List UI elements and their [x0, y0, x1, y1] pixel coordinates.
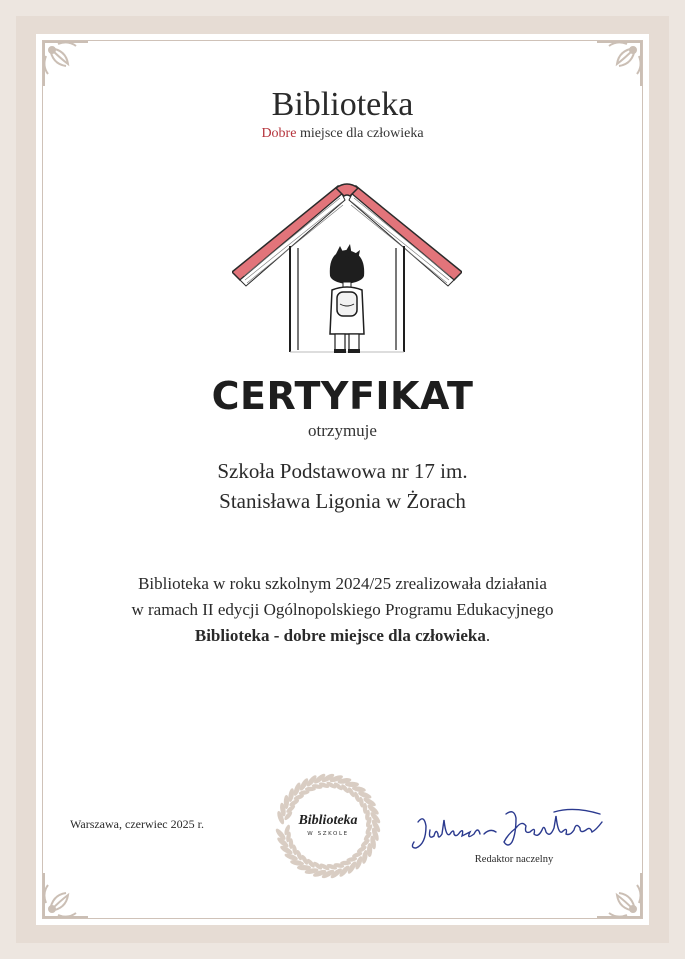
brand-tagline [36, 126, 649, 142]
seal-logo [269, 767, 387, 885]
certificate-title: CERTYFIKAT [211, 374, 474, 418]
body-line-2: w ramach II edycji Ogólnopolskiego Programu Edukacyjnego [131, 600, 554, 619]
book-roof-house-icon [232, 164, 462, 354]
signatory-role: Redaktor naczelny [474, 854, 554, 865]
seal-subtitle: W SZKOLE [307, 831, 349, 837]
recipient-line-2: Stanisława Ligonia w Żorach [219, 489, 466, 513]
brand-title: Biblioteka [271, 86, 414, 123]
certificate-body [56, 571, 629, 649]
corner-ornament-icon [38, 36, 94, 92]
corner-ornament-icon [38, 867, 94, 923]
body-period: . [485, 626, 491, 645]
brand-tagline-rest: miejsce dla człowieka [296, 126, 424, 141]
corner-ornament-icon [591, 36, 647, 92]
signature [404, 804, 610, 856]
certificate-sheet [36, 34, 649, 925]
seal-title: Biblioteka [298, 813, 358, 828]
brand-tagline-accent: Dobre [261, 126, 297, 141]
corner-ornament-icon [591, 867, 647, 923]
certificate-page [16, 16, 669, 943]
child-figure-icon [330, 244, 364, 353]
body-line-3 [56, 623, 629, 649]
place-date: Warszawa, czerwiec 2025 r. [70, 817, 204, 831]
receives-label: otrzymuje [308, 421, 377, 440]
program-name: Biblioteka - dobre miejsce dla człowieka [194, 626, 486, 645]
recipient-name [36, 456, 649, 516]
recipient-line-1: Szkoła Podstawowa nr 17 im. [217, 459, 468, 483]
body-line-1: Biblioteka w roku szkolnym 2024/25 zrealizowała działania [138, 574, 547, 593]
